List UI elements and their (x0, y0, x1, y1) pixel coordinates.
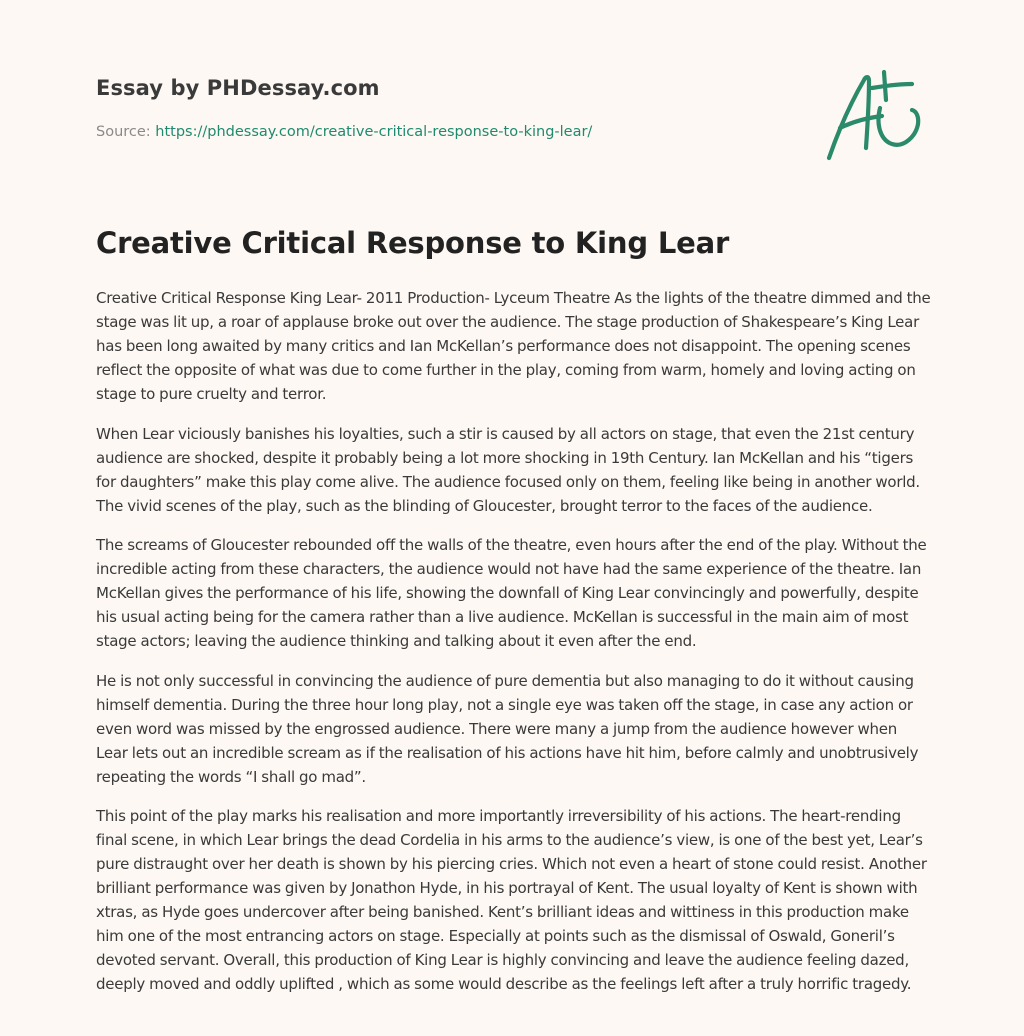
source-link[interactable]: https://phdessay.com/creative-critical-response-to-king-lear/ (155, 124, 593, 140)
a-plus-grade-icon (820, 66, 930, 166)
site-brand: Essay by PHDessay.com (96, 76, 380, 100)
essay-body (96, 286, 932, 1012)
source-label: Source: (96, 124, 156, 140)
essay-paragraph: This point of the play marks his realisation and more importantly irreversibility of his actions. The heart-rending final scene, in which Lear brings the dead Cordelia in his arms to the audience’s view, is one of the best yet, Lear’s pure distraught over her death is shown by his piercing cries. Which not even a heart of stone could resist. Another brilliant performance was given by Jonathon Hyde, in his portrayal of Kent. The usual loyalty of Kent is shown with xtras, as Hyde goes undercover after being banished. Kent’s brilliant ideas and wittiness in this production make him one of the most entrancing actors on stage. Especially at points such as the dismissal of Oswald, Goneril’s devoted servant. Overall, this production of King Lear is highly convincing and leave the audience feeling dazed, deeply moved and oddly uplifted , which as some would describe as the feelings left after a truly horrific tragedy. (96, 807, 927, 993)
essay-paragraph: When Lear viciously banishes his loyalties, such a stir is caused by all actors on stage, that even the 21st century audience are shocked, despite it probably being a lot more shocking in 19th Century. Ian McKellan and his “tigers for daughters” make this play come alive. The audience focused only on them, feeling like being in another world. The vivid scenes of the play, such as the blinding of Gloucester, brought terror to the faces of the audience. (96, 424, 920, 515)
essay-paragraph: He is not only successful in convincing the audience of pure dementia but also managing to do it without causing himself dementia. During the three hour long play, not a single eye was taken off the stage, in case any action or even word was missed by the engrossed audience. There were many a jump from the audience however when Lear lets out an incredible scream as if the realisation of his actions have hit him, before calmly and unobtrusively repeating the words “I shall go mad”. (96, 671, 919, 786)
essay-paragraph: Creative Critical Response King Lear- 2011 Production- Lyceum Theatre As the lights of the theatre dimmed and the stage was lit up, a roar of applause broke out over the audience. The stage production of Shakespeare’s King Lear has been long awaited by many critics and Ian McKellan’s performance does not disappoint. The opening scenes reflect the opposite of what was due to come further in the play, coming from warm, homely and loving acting on stage to pure cruelty and terror. (96, 289, 931, 403)
source-line (96, 124, 592, 140)
essay-paragraph: The screams of Gloucester rebounded off the walls of the theatre, even hours after the end of the play. Without the incredible acting from these characters, the audience would not have had the same experience of the theatre. Ian McKellan gives the performance of his life, showing the downfall of King Lear convincingly and powerfully, despite his usual acting being for the camera rather than a live audience. McKellan is successful in the main aim of most stage actors; leaving the audience thinking and talking about it even after the end. (96, 536, 927, 650)
page-title: Creative Critical Response to King Lear (96, 226, 730, 260)
